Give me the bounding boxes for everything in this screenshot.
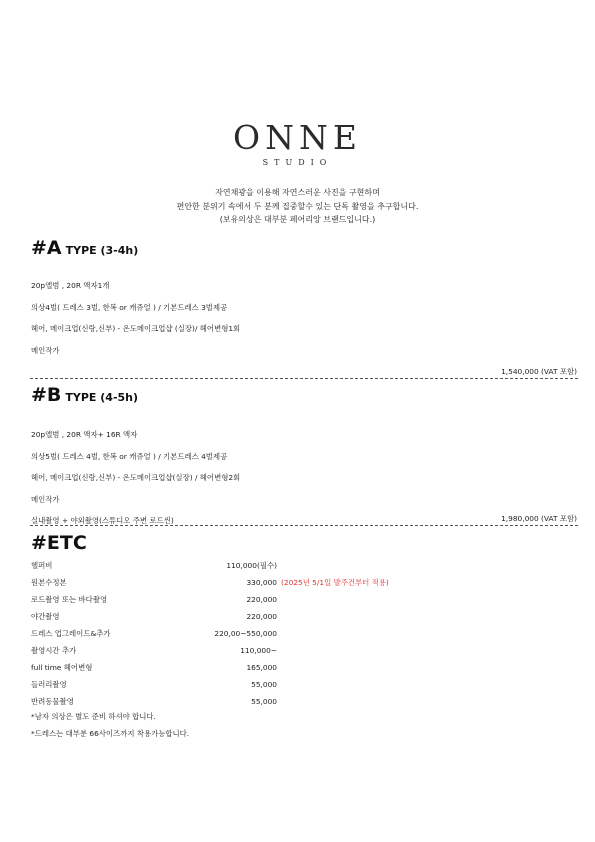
type-b-items: [31, 424, 240, 532]
list-item: 20p앨범 , 20R 액자1개: [31, 281, 110, 290]
etc-label: 야간촬영: [31, 612, 60, 621]
etc-label: 원본수정본: [31, 578, 67, 587]
etc-value: 55,000: [251, 697, 277, 706]
intro-line: (보유의상은 대부분 페어리앙 브랜드입니다.): [219, 215, 376, 224]
etc-row: [31, 693, 391, 710]
type-a-title: TYPE (3-4h): [65, 244, 139, 257]
etc-row: [31, 591, 391, 608]
type-a-heading: [31, 237, 138, 259]
list-item: 헤어, 메이크업(신랑,신부) - 온도메이크업샵 (실장)/ 헤어변형1회: [31, 324, 241, 333]
list-item: 의상5벌( 드레스 4벌, 한복 or 캐쥬얼 ) / 기본드레스 4벌제공: [31, 451, 228, 461]
etc-label: 촬영시간 추가: [31, 646, 77, 655]
etc-row: [31, 608, 391, 625]
etc-value: 220,000: [246, 612, 277, 621]
etc-note: (2025년 5/1일 발주건부터 적용): [281, 578, 389, 587]
etc-label: 헬퍼비: [31, 561, 53, 570]
etc-value: 330,000: [246, 578, 277, 587]
etc-row: [31, 676, 391, 693]
etc-label: 반려동물촬영: [31, 697, 74, 706]
list-item: 메인작가: [31, 345, 60, 355]
type-b-hash: #B: [31, 384, 62, 406]
etc-label: 들러리촬영: [31, 680, 67, 689]
etc-title: #ETC: [31, 532, 87, 554]
list-item: 의상4벌( 드레스 3벌, 한복 or 캐쥬얼 ) / 기본드레스 3벌제공: [31, 302, 228, 312]
etc-value: 220,000: [246, 595, 277, 604]
logo-wordmark: ONNE: [233, 118, 362, 157]
list-item: 실내촬영 + 야외촬영(스튜디오 주변 로드씬): [31, 516, 174, 525]
intro-line: 편안한 분위기 속에서 두 분께 집중할수 있는 단독 촬영을 추구합니다.: [176, 201, 419, 211]
etc-value: 220,00~550,000: [214, 629, 277, 638]
footnote: *드레스는 대부분 66사이즈까지 착용가능합니다.: [31, 729, 190, 738]
etc-value: 110,000~: [240, 646, 277, 655]
footnote: *남자 의상은 별도 준비 하셔야 합니다.: [31, 712, 156, 721]
list-item: 메인작가: [31, 494, 60, 504]
divider: [30, 525, 578, 526]
type-a-hash: #A: [31, 237, 62, 259]
etc-value: 55,000: [251, 680, 277, 689]
divider: [30, 378, 578, 379]
etc-row: [31, 557, 391, 574]
list-item: 헤어, 메이크업(신랑,신부) - 온도메이크업샵(실장) / 헤어변형2회: [31, 473, 241, 482]
type-a-price: 1,540,000 (VAT 포함): [501, 367, 577, 376]
type-b-title: TYPE (4-5h): [65, 391, 139, 404]
etc-label: full time 헤어변형: [31, 663, 93, 672]
etc-row: [31, 625, 391, 642]
intro-line: 자연채광을 이용해 자연스러운 사진을 구현하며: [215, 188, 380, 197]
etc-heading: [31, 532, 87, 554]
etc-row: [31, 642, 391, 659]
type-b-price: 1,980,000 (VAT 포함): [501, 514, 577, 523]
type-b-heading: [31, 384, 138, 406]
type-a-items: [31, 275, 240, 361]
etc-value: 165,000: [246, 663, 277, 672]
etc-value: 110,000(필수): [226, 561, 277, 570]
etc-label: 로드촬영 또는 바다촬영: [31, 595, 108, 604]
logo-subtitle: STUDIO: [262, 158, 333, 167]
list-item: 20p앨범 , 20R 액자+ 16R 액자: [31, 430, 138, 439]
etc-label: 드레스 업그레이드&추가: [31, 629, 111, 638]
etc-row: [31, 574, 391, 591]
etc-row: [31, 659, 391, 676]
intro-text: [0, 186, 595, 227]
